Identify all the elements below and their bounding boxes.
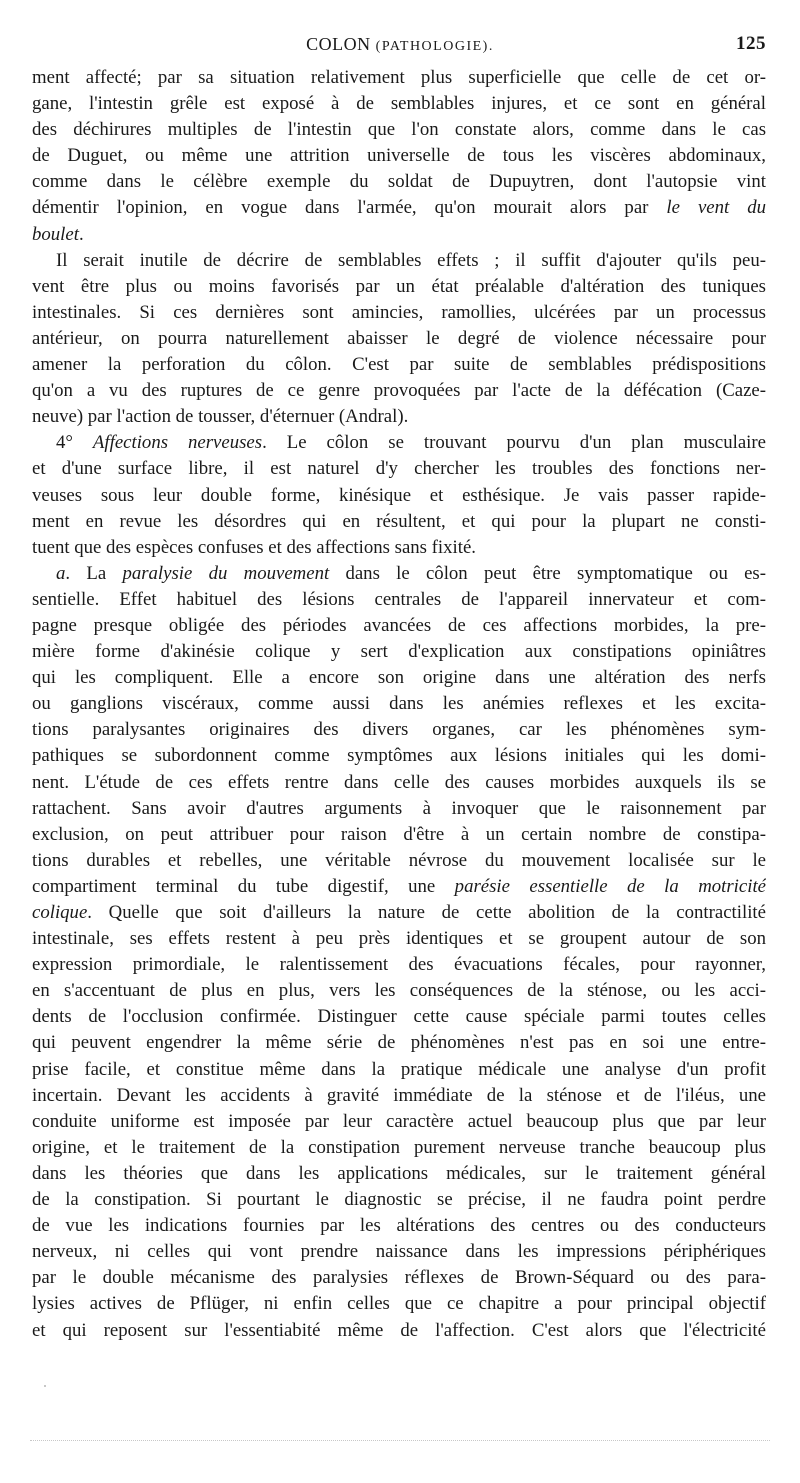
text-run: rattachent. Sans avoir d'autres arguments à invoquer que le raisonnement par: [32, 797, 766, 819]
italic-text: parésie essentielle de la motricité: [454, 875, 766, 897]
text-line: [32, 900, 766, 926]
text-line: [32, 1239, 766, 1265]
text-run: ment affecté; par sa situation relativement plus superficielle que celle de cet or-: [32, 67, 766, 88]
italic-text: colique: [32, 902, 88, 923]
text-line: [32, 926, 766, 952]
text-line: [32, 65, 766, 91]
text-run: tions paralysantes originaires des divers organes, car les phénomènes sym-: [32, 719, 766, 741]
text-line: [32, 404, 766, 430]
text-line: [32, 326, 766, 352]
text-line: [32, 117, 766, 143]
text-line: [32, 169, 766, 195]
text-run: exclusion, on peut attribuer pour raison d'être à un certain nombre de constipa-: [32, 823, 766, 845]
text-line: [32, 535, 766, 561]
text-line: [32, 222, 766, 248]
text-run: ou ganglions viscéraux, comme aussi dans les anémies reflexes et les excita-: [32, 693, 766, 715]
text-line: [32, 1057, 766, 1083]
text-line: [32, 717, 766, 743]
text-line: [32, 1291, 766, 1317]
text-run: des déchirures multiples de l'intestin que l'on constate alors, comme dans le cas: [32, 119, 766, 141]
text-run: en s'accentuant de plus en plus, vers les conséquences de la sténose, ou les acci-: [32, 980, 766, 1002]
text-run: intestinale, ses effets restent à peu près identiques et se groupent autour de son: [32, 928, 766, 950]
text-run: prise facile, et constitue même dans la pratique médicale une analyse d'un profit: [32, 1058, 766, 1080]
text-line: [32, 874, 766, 900]
text-run: dans les théories que dans les applications médicales, sur le traitement général: [32, 1162, 766, 1184]
text-run: tions durables et rebelles, une véritable névrose du mouvement localisée sur le: [32, 849, 766, 871]
text-line: [32, 352, 766, 378]
text-line: [32, 509, 766, 535]
title-subtitle: (PATHOLOGIE).: [375, 39, 494, 54]
text-line: [32, 587, 766, 613]
text-line: [32, 1083, 766, 1109]
text-line: [32, 665, 766, 691]
text-run: qui peuvent engendrer la même série de phénomènes n'est pas en soi une entre-: [32, 1032, 766, 1054]
text-run: qui les compliquent. Elle a encore son origine dans une altération des nerfs: [32, 667, 766, 689]
text-line: [32, 1030, 766, 1056]
text-run: neuve) par l'action de tousser, d'éternuer (Andral).: [32, 406, 409, 428]
text-run: . Quelle que soit d'ailleurs la nature de cette abolition de la contractilité: [87, 902, 766, 923]
text-run: lysies actives de Pflüger, ni enfin celles que ce chapitre a pour principal objectif: [32, 1293, 766, 1315]
text-line: [32, 848, 766, 874]
text-line: [32, 561, 766, 587]
text-run: mière forme d'akinésie colique y sert d'explication aux constipations opiniâtres: [32, 641, 766, 663]
text-run: qu'on a vu des ruptures de ce genre provoquées par l'acte de la défécation (Caze-: [32, 380, 766, 402]
text-line: [32, 300, 766, 326]
text-run: .: [78, 223, 84, 245]
text-line: [32, 691, 766, 717]
text-line: [32, 770, 766, 796]
text-run: nent. L'étude de ces effets rentre dans celle des causes morbides auxquels ils se: [32, 771, 766, 793]
text-run: dents de l'occlusion confirmée. Distinguer cette cause spéciale parmi toutes celles: [32, 1006, 766, 1028]
text-run: démentir l'opinion, en vogue dans l'armée, qu'on mourait alors par: [32, 197, 667, 219]
text-line: [32, 1318, 766, 1344]
text-line: [32, 796, 766, 822]
text-line: [32, 430, 766, 456]
text-run: nerveux, ni celles qui vont prendre naissance dans les impressions périphériques: [32, 1241, 766, 1263]
italic-text: boulet: [32, 223, 79, 245]
italic-text: le vent du: [666, 197, 766, 219]
page-title: [30, 30, 770, 61]
text-line: [32, 1004, 766, 1030]
text-run: origine, et le traitement de la constipation purement nerveuse tranche beaucoup plus: [32, 1136, 766, 1158]
text-run: et qui reposent sur l'essentiabité même de l'affection. C'est alors que l'électricité: [32, 1319, 766, 1341]
text-run: par le double mécanisme des paralysies réflexes de Brown-Séquard ou des para-: [32, 1267, 766, 1289]
running-head: [30, 30, 770, 58]
text-run: pagne presque obligée des périodes avancées de ces affections morbides, la pre-: [32, 614, 766, 636]
text-run: conduite uniforme est imposée par leur caractère actuel beaucoup plus que par leur: [32, 1110, 766, 1132]
italic-text: a: [56, 562, 66, 584]
text-line: [32, 1187, 766, 1213]
text-run: 4°: [56, 432, 93, 454]
text-line: [32, 1161, 766, 1187]
text-line: [32, 1213, 766, 1239]
text-line: [32, 143, 766, 169]
text-run: expression primordiale, le ralentissement des évacuations fécales, pour rayonner,: [32, 954, 766, 976]
text-line: [32, 378, 766, 404]
text-run: de la constipation. Si pourtant le diagnostic se précise, il ne faudra point perdre: [32, 1189, 766, 1211]
text-line: [32, 483, 766, 509]
text-run: ment en revue les désordres qui en résultent, et qui pour la plupart ne consti-: [32, 510, 766, 532]
text-run: sentielle. Effet habituel des lésions centrales de l'appareil innervateur et com-: [32, 588, 766, 610]
text-run: compartiment terminal du tube digestif, une: [32, 875, 455, 897]
bottom-bleed-through: [30, 1440, 770, 1445]
text-run: intestinales. Si ces dernières sont amincies, ramollies, ulcérées par un processus: [32, 301, 766, 323]
italic-text: Affections nerveuses: [92, 432, 263, 454]
text-run: dans le côlon peut être symptomatique ou es-: [329, 562, 766, 584]
text-run: et d'une surface libre, il est naturel d'y chercher les troubles des fonctions ner-: [32, 458, 766, 480]
text-line: [32, 822, 766, 848]
text-line: [32, 195, 766, 221]
text-line: [32, 639, 766, 665]
text-run: . La: [65, 562, 123, 584]
text-run: Il serait inutile de décrire de semblables effets ; il suffit d'ajouter qu'ils peu-: [56, 249, 766, 271]
text-line: [32, 1265, 766, 1291]
print-speck: [44, 1385, 46, 1387]
text-line: [32, 978, 766, 1004]
text-run: incertain. Devant les accidents à gravité immédiate de la sténose et de l'iléus, une: [32, 1084, 766, 1106]
body-text: [32, 65, 766, 1344]
title-main: COLON: [306, 34, 371, 54]
text-line: [32, 456, 766, 482]
text-run: de vue les indications fournies par les altérations des centres ou des conducteurs: [32, 1215, 766, 1237]
text-line: [32, 248, 766, 274]
text-line: [32, 91, 766, 117]
italic-text: paralysie du mouvement: [122, 562, 330, 584]
text-run: de Duguet, ou même une attrition universelle de tous les viscères abdominaux,: [32, 145, 766, 167]
text-line: [32, 743, 766, 769]
text-run: pathiques se subordonnent comme symptômes aux lésions initiales qui les domi-: [32, 745, 766, 767]
text-run: . Le côlon se trouvant pourvu d'un plan musculaire: [262, 432, 766, 454]
text-line: [32, 613, 766, 639]
text-run: vent être plus ou moins favorisés par un état préalable d'altération des tuniques: [32, 275, 766, 297]
text-run: veuses sous leur double forme, kinésique et esthésique. Je vais passer rapide-: [32, 484, 766, 506]
text-run: amener la perforation du côlon. C'est par suite de semblables prédispositions: [32, 354, 766, 376]
text-line: [32, 1109, 766, 1135]
page-number: 125: [736, 33, 766, 54]
text-run: comme dans le célèbre exemple du soldat de Dupuytren, dont l'autopsie vint: [32, 171, 766, 193]
text-line: [32, 274, 766, 300]
text-line: [32, 1135, 766, 1161]
text-line: [32, 952, 766, 978]
text-run: tuent que des espèces confuses et des affections sans fixité.: [32, 536, 477, 558]
text-run: gane, l'intestin grêle est exposé à de semblables injures, et ce sont en général: [32, 93, 766, 115]
text-run: antérieur, on pourra naturellement abaisser le degré de violence nécessaire pour: [32, 327, 766, 349]
